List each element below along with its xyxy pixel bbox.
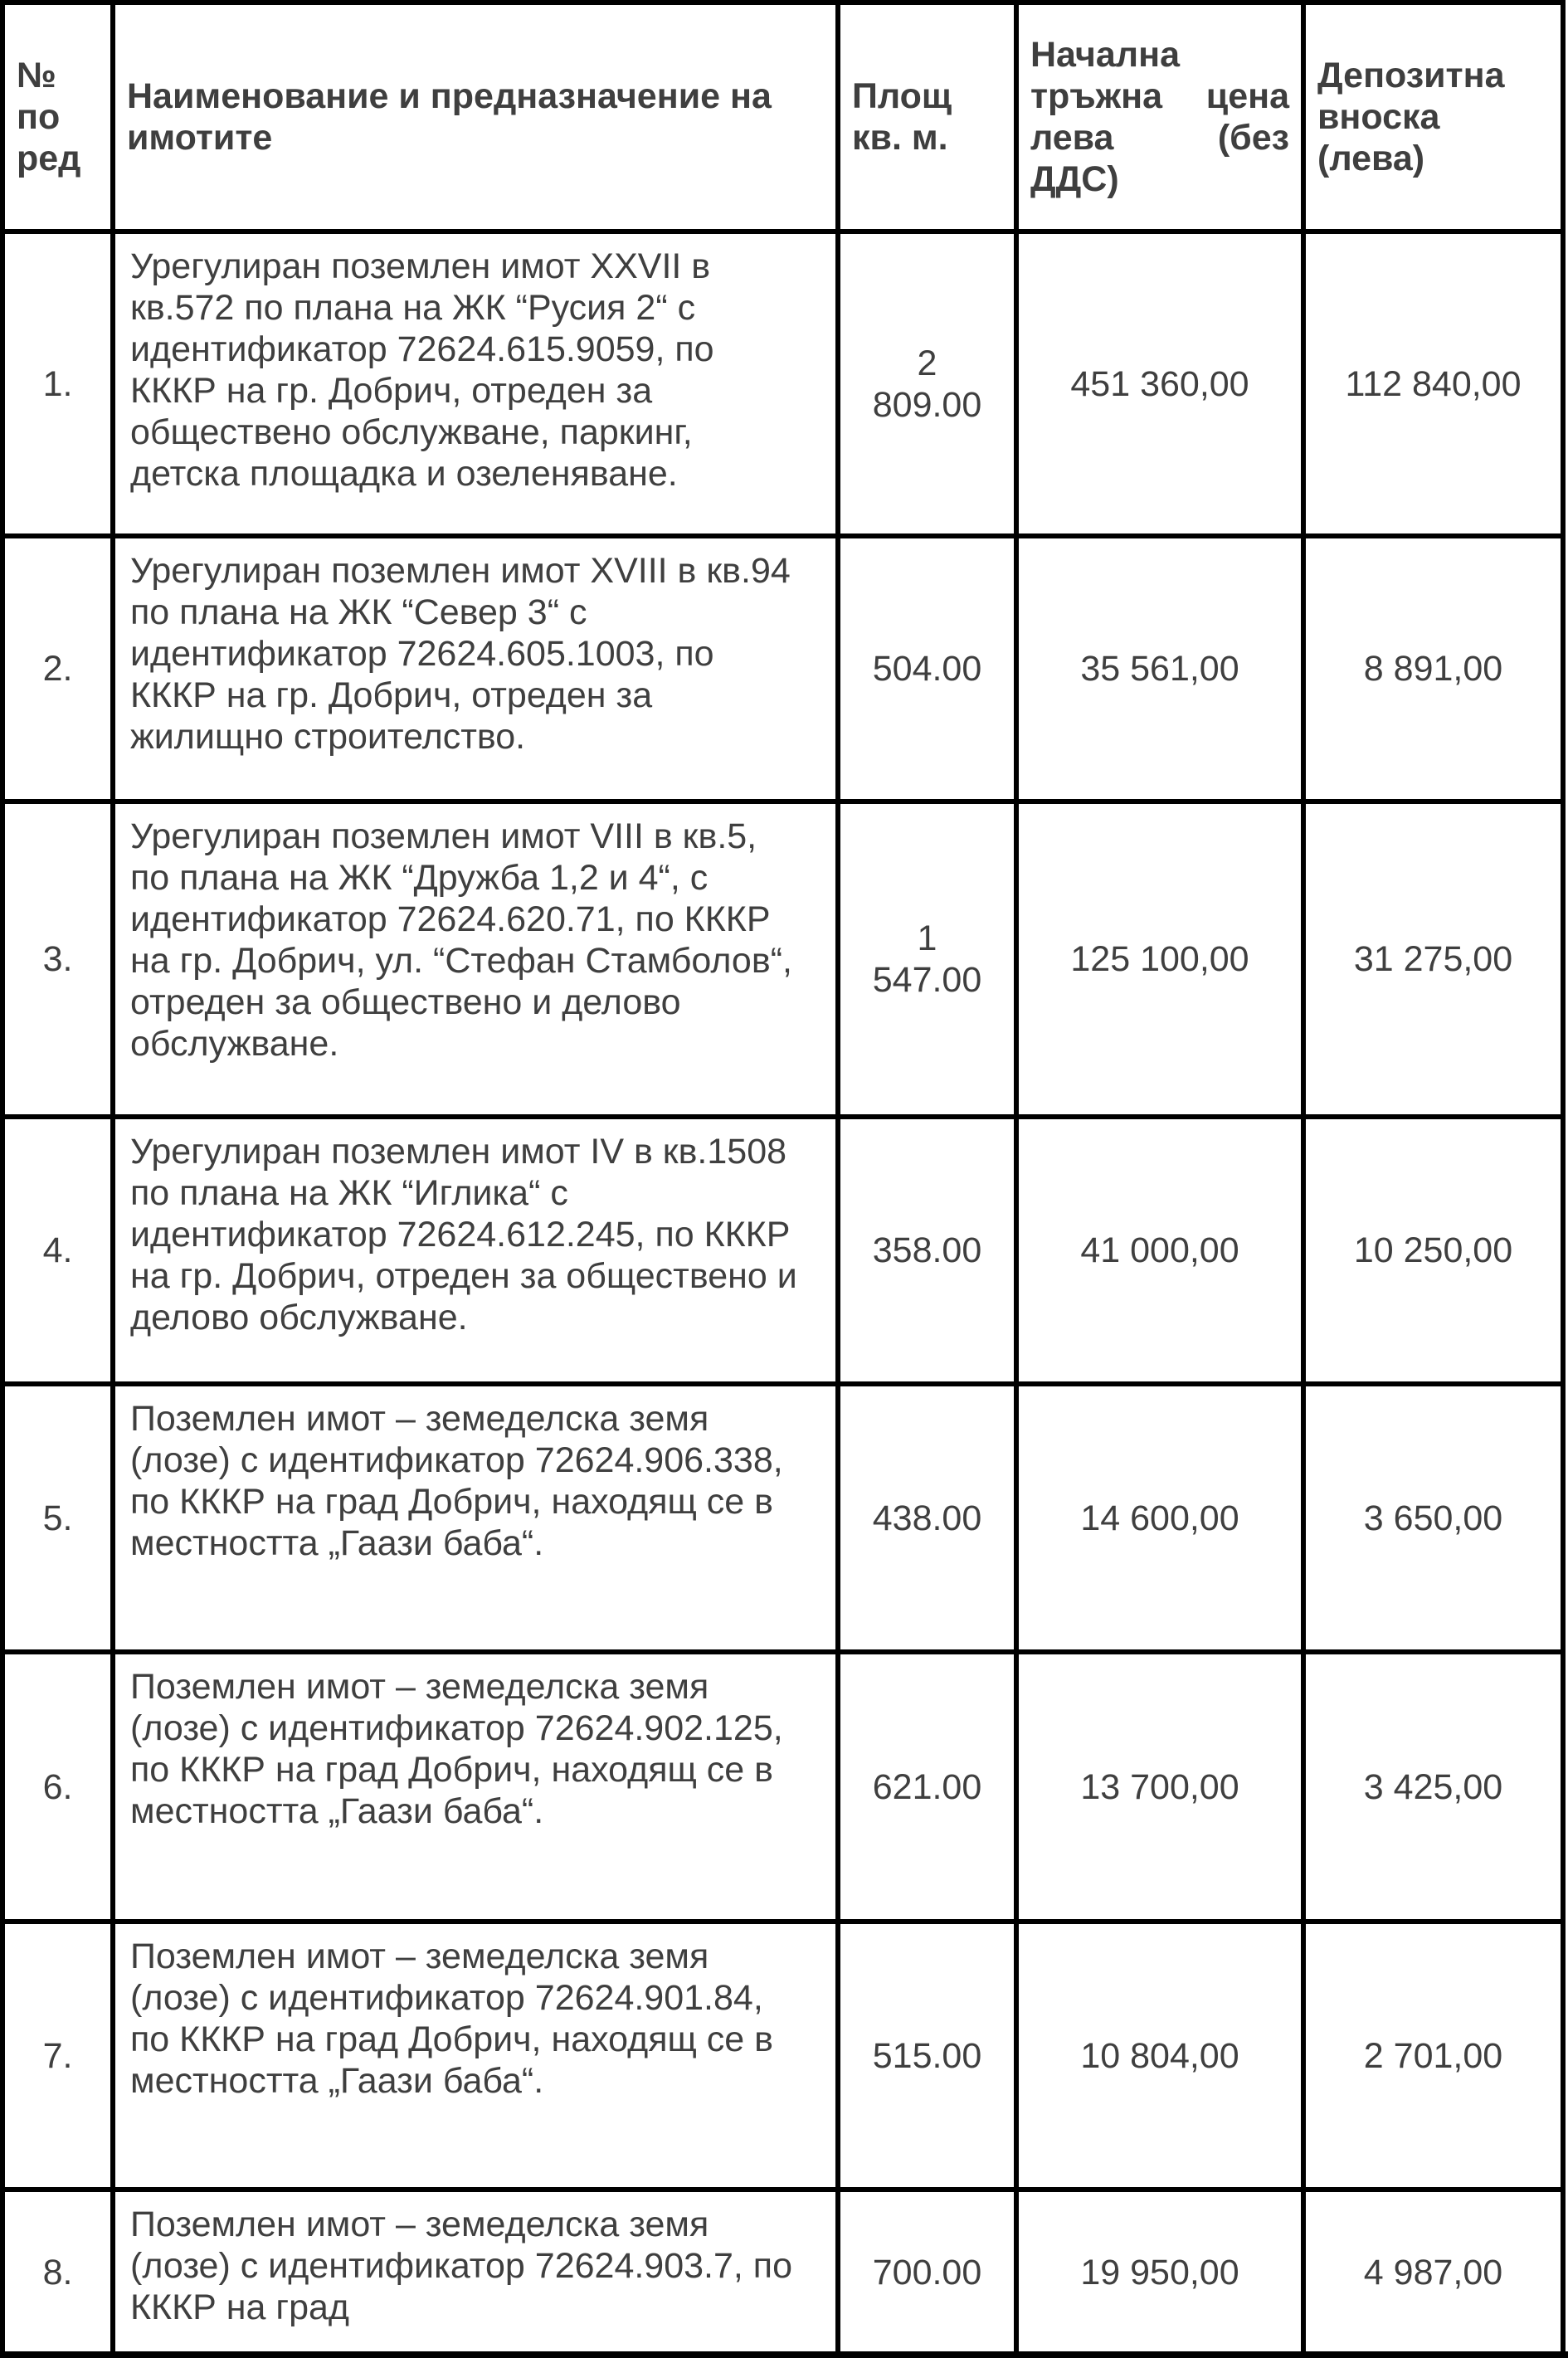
row-2-number: 2. [2, 536, 113, 801]
row-6-area: 621.00 [838, 1652, 1016, 1922]
row-7-deposit: 2 701,00 [1303, 1922, 1563, 2190]
row-2-description: Урегулиран поземлен имот XVIII в кв.94 по плана на ЖК “Север 3“ с идентификатор 72624.605.1003, по КККР на гр. Добрич, отреден за жилищно строителство. [113, 536, 838, 801]
header-row [2, 2, 1563, 231]
row-7-price: 10 804,00 [1016, 1922, 1303, 2190]
row-5-number: 5. [2, 1384, 113, 1652]
row-1-area: 2 809.00 [838, 231, 1016, 536]
row-8-price: 19 950,00 [1016, 2190, 1303, 2356]
row-6-price: 13 700,00 [1016, 1652, 1303, 1922]
row-2-deposit: 8 891,00 [1303, 536, 1563, 801]
table-row [2, 2190, 1563, 2356]
page-bottom-cut-edge [0, 2351, 1568, 2358]
row-1-description: Урегулиран поземлен имот XXVII в кв.572 по плана на ЖК “Русия 2“ с идентификатор 72624.615.9059, по КККР на гр. Добрич, отреден за обществено обслужване, паркинг, детска площадка и озеленяване. [113, 231, 838, 536]
row-3-number: 3. [2, 801, 113, 1117]
table-row [2, 1652, 1563, 1922]
table-row [2, 231, 1563, 536]
row-1-number: 1. [2, 231, 113, 536]
row-4-deposit: 10 250,00 [1303, 1117, 1563, 1384]
row-5-description: Поземлен имот – земеделска земя (лозе) с идентификатор 72624.906.338, по КККР на град Добрич, находящ се в местността „Гаази баба“. [113, 1384, 838, 1652]
header-cell-number: № по ред [2, 2, 113, 231]
row-1-price: 451 360,00 [1016, 231, 1303, 536]
table-row [2, 801, 1563, 1117]
row-7-number: 7. [2, 1922, 113, 2190]
row-4-number: 4. [2, 1117, 113, 1384]
row-3-price: 125 100,00 [1016, 801, 1303, 1117]
row-6-number: 6. [2, 1652, 113, 1922]
row-7-description: Поземлен имот – земеделска земя (лозе) с идентификатор 72624.901.84, по КККР на град Добрич, находящ се в местността „Гаази баба“. [113, 1922, 838, 2190]
row-5-price: 14 600,00 [1016, 1384, 1303, 1652]
row-6-description: Поземлен имот – земеделска земя (лозе) с идентификатор 72624.902.125, по КККР на град Добрич, находящ се в местността „Гаази баба“. [113, 1652, 838, 1922]
row-2-price: 35 561,00 [1016, 536, 1303, 801]
table-row [2, 1117, 1563, 1384]
row-8-number: 8. [2, 2190, 113, 2356]
row-4-description: Урегулиран поземлен имот IV в кв.1508 по плана на ЖК “Иглика“ с идентификатор 72624.612.245, по КККР на гр. Добрич, отреден за обществено и делово обслужване. [113, 1117, 838, 1384]
row-4-price: 41 000,00 [1016, 1117, 1303, 1384]
row-4-area: 358.00 [838, 1117, 1016, 1384]
row-7-area: 515.00 [838, 1922, 1016, 2190]
header-cell-area: Площ кв. м. [838, 2, 1016, 231]
row-8-deposit: 4 987,00 [1303, 2190, 1563, 2356]
header-cell-name: Наименование и предназначение на имотите [113, 2, 838, 231]
row-8-description: Поземлен имот – земеделска земя (лозе) с идентификатор 72624.903.7, по КККР на град [113, 2190, 838, 2356]
row-3-area: 1 547.00 [838, 801, 1016, 1117]
table-row [2, 1922, 1563, 2190]
header-cell-price: Начална тръжна цена лева (без ДДС) [1016, 2, 1303, 231]
row-5-deposit: 3 650,00 [1303, 1384, 1563, 1652]
row-3-deposit: 31 275,00 [1303, 801, 1563, 1117]
row-8-area: 700.00 [838, 2190, 1016, 2356]
row-6-deposit: 3 425,00 [1303, 1652, 1563, 1922]
row-2-area: 504.00 [838, 536, 1016, 801]
table-row [2, 1384, 1563, 1652]
row-1-deposit: 112 840,00 [1303, 231, 1563, 536]
row-5-area: 438.00 [838, 1384, 1016, 1652]
table-row [2, 536, 1563, 801]
header-cell-deposit: Депозитна вноска (лева) [1303, 2, 1563, 231]
row-3-description: Урегулиран поземлен имот VIII в кв.5, по плана на ЖК “Дружба 1,2 и 4“, с идентификатор 72624.620.71, по КККР на гр. Добрич, ул. “Стефан Стамболов“, отреден за обществено и делово обслужване. [113, 801, 838, 1117]
